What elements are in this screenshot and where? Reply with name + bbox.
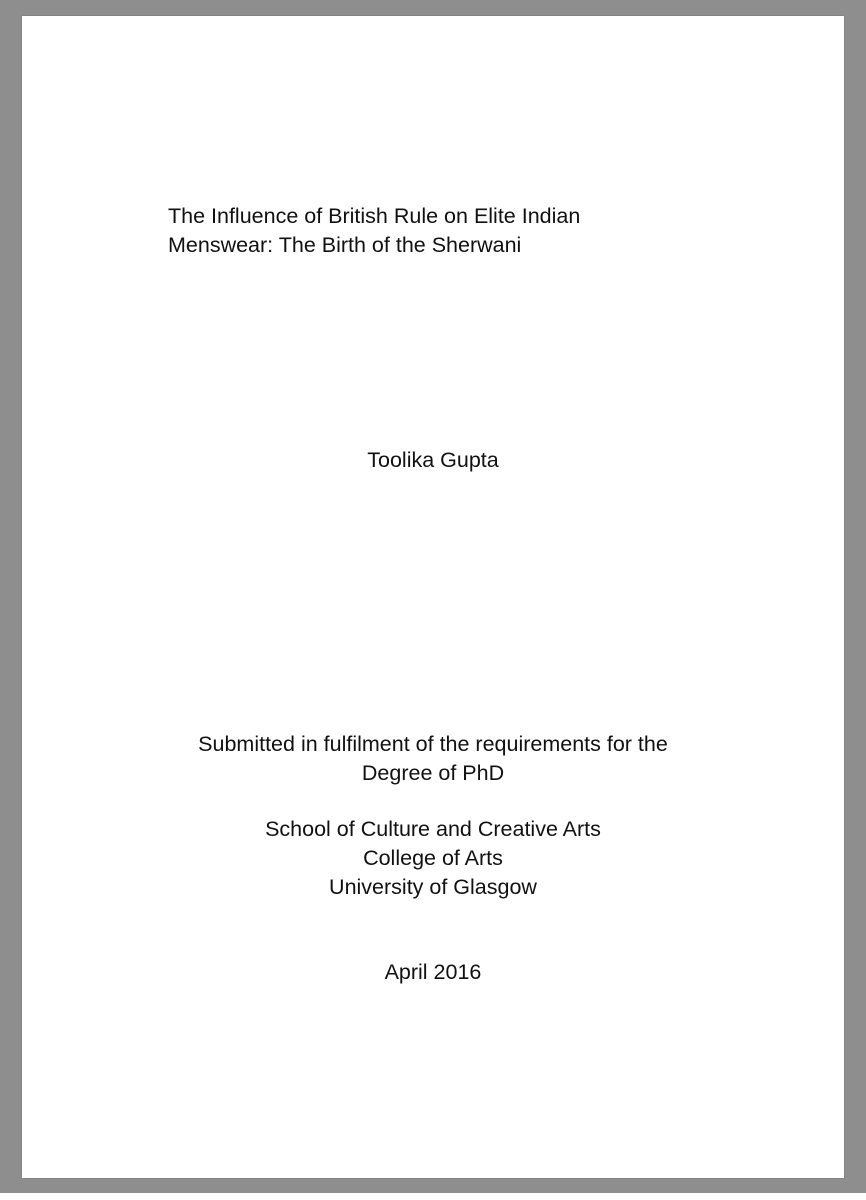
title-line: Menswear: The Birth of the Sherwani: [168, 233, 522, 257]
document-page: [22, 16, 844, 1178]
submission-line: Degree of PhD: [361, 761, 505, 785]
school-name: School of Culture and Creative Arts: [265, 817, 601, 841]
institution-block: [22, 815, 844, 902]
submission-line: Submitted in fulfilment of the requirements for the: [198, 732, 668, 756]
title-line: The Influence of British Rule on Elite Indian: [168, 204, 581, 228]
submission-statement: [22, 730, 844, 788]
college-name: College of Arts: [363, 846, 503, 870]
next-page-edge: [0, 1193, 866, 1200]
university-name: University of Glasgow: [329, 875, 537, 899]
author-name: Toolika Gupta: [367, 448, 499, 472]
submission-date: April 2016: [384, 960, 482, 984]
thesis-title: [168, 202, 728, 260]
